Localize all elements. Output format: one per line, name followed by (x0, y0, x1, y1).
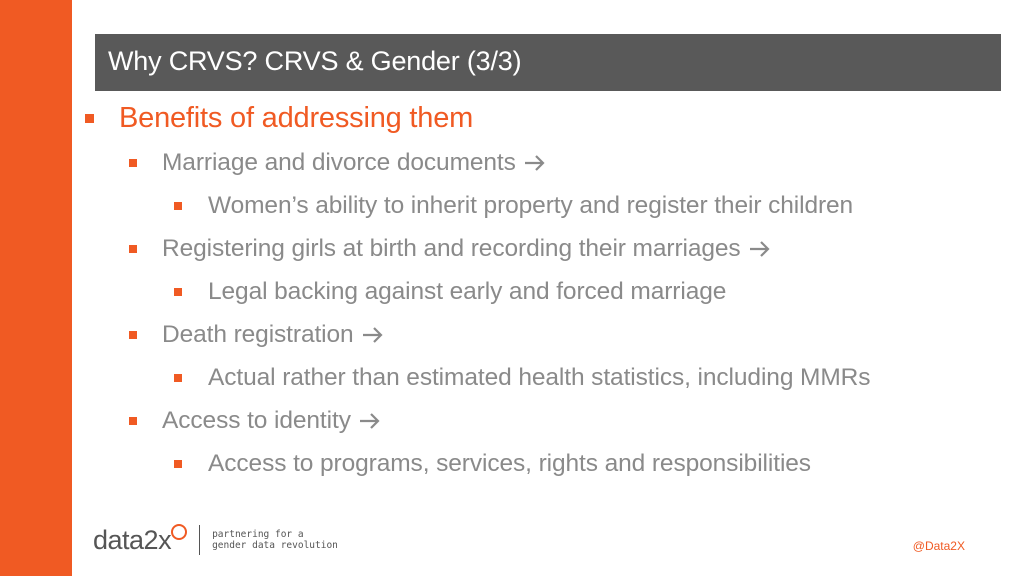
bullet-item-label: Death registration (162, 321, 354, 348)
bullet-item (129, 319, 384, 351)
bullet-square-icon (174, 202, 182, 210)
arrow-right-icon (524, 154, 546, 172)
bullet-square-icon (129, 331, 137, 339)
sub-bullet-item (174, 190, 853, 222)
bullet-square-icon (85, 114, 94, 123)
logo-divider (199, 525, 200, 555)
sub-bullet-item (174, 448, 811, 480)
arrow-right-icon (359, 412, 381, 430)
logo-tagline-line2: gender data revolution (212, 540, 338, 551)
sub-bullet-text: Legal backing against early and forced marriage (208, 278, 727, 305)
arrow-right-icon (362, 326, 384, 344)
title-bar (95, 34, 1001, 91)
bullet-square-icon (174, 460, 182, 468)
sub-bullet-text: Women’s ability to inherit property and register their children (208, 192, 854, 219)
bullet-square-icon (129, 159, 137, 167)
left-accent-bar (0, 0, 72, 576)
bullet-item (129, 405, 381, 437)
bullet-item-label: Access to identity (162, 407, 351, 434)
bullet-heading (85, 100, 473, 136)
heading-text: Benefits of addressing them (119, 101, 474, 134)
logo-tagline-line1: partnering for a (212, 529, 304, 540)
data2x-logo (93, 522, 338, 558)
bullet-item-label: Registering girls at birth and recording their marriages (162, 235, 741, 262)
sub-bullet-text: Actual rather than estimated health statistics, including MMRs (208, 364, 871, 391)
slide-title: Why CRVS? CRVS & Gender (3/3) (108, 46, 522, 76)
bullet-square-icon (129, 417, 137, 425)
sub-bullet-item (174, 276, 726, 308)
bullet-item (129, 233, 771, 265)
logo-tagline (212, 529, 338, 551)
bullet-square-icon (174, 288, 182, 296)
bullet-square-icon (174, 374, 182, 382)
bullet-item (129, 147, 546, 179)
twitter-handle: @Data2X (912, 539, 965, 553)
bullet-item-label: Marriage and divorce documents (162, 149, 516, 176)
arrow-right-icon (749, 240, 771, 258)
bullet-square-icon (129, 245, 137, 253)
logo-wordmark: data2x (93, 524, 172, 555)
sub-bullet-item (174, 362, 870, 394)
logo-circle-icon (171, 524, 187, 540)
sub-bullet-text: Access to programs, services, rights and responsibilities (208, 450, 811, 477)
